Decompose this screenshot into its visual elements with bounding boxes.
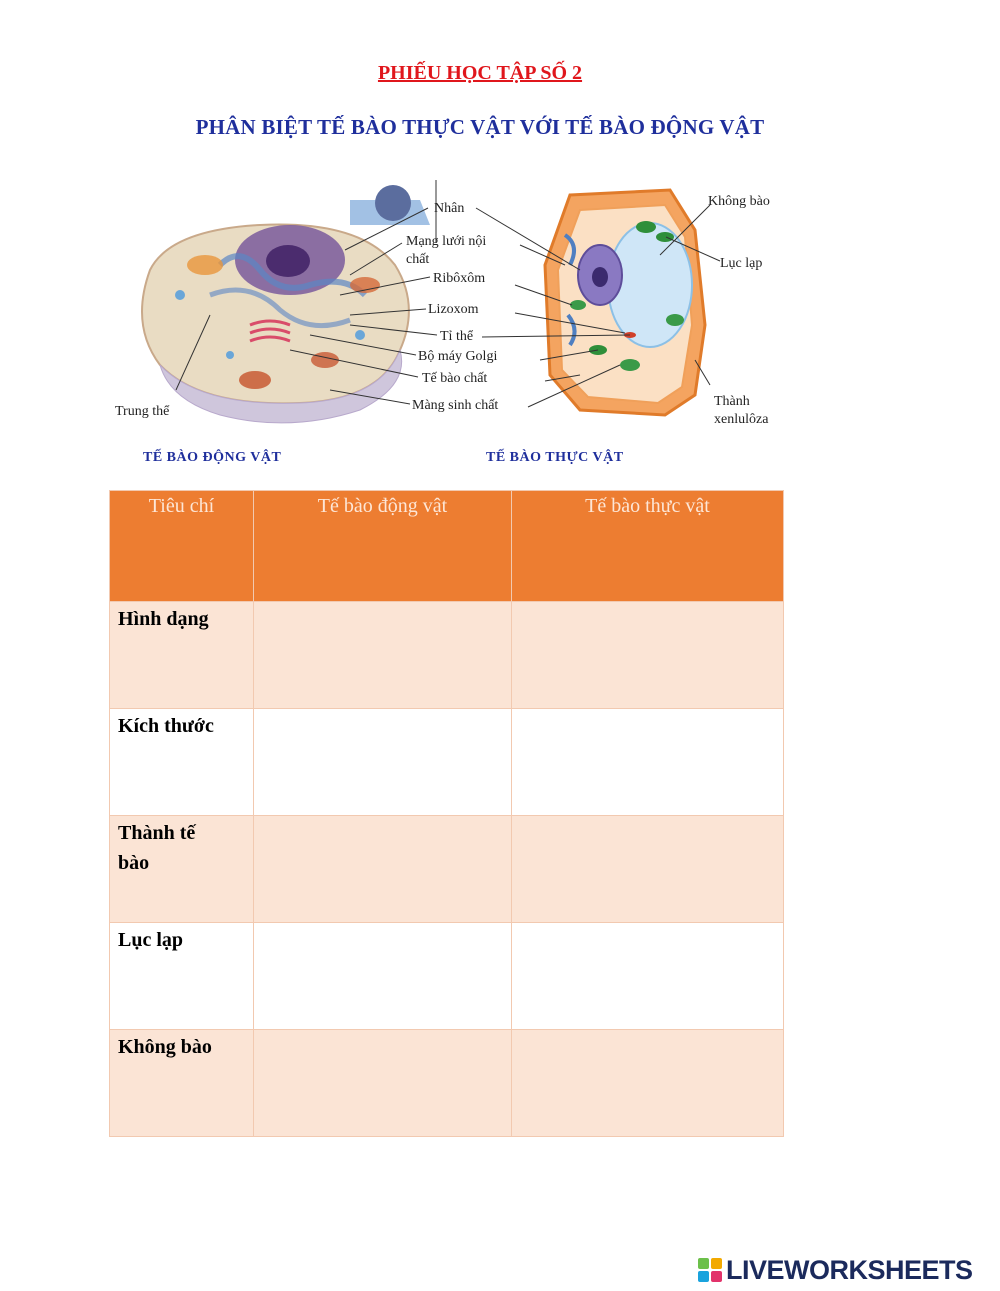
table-row: [110, 602, 784, 709]
plant-answer-cell[interactable]: [512, 1030, 784, 1137]
label-lizoxom: Lizoxom: [428, 302, 479, 317]
label-luc-lap: Lục lạp: [720, 256, 763, 271]
cell-diagram-svg: [110, 175, 800, 465]
animal-answer-cell[interactable]: [254, 923, 512, 1030]
comparison-table: [109, 490, 784, 1137]
criterion-label: Kích thước: [118, 715, 214, 737]
animal-answer-cell[interactable]: [254, 602, 512, 709]
table-row: [110, 709, 784, 816]
cell-diagram: [110, 175, 800, 465]
label-trung-the: Trung thể: [115, 404, 170, 419]
label-golgi: Bộ máy Golgi: [418, 349, 498, 364]
label-riboxom: Ribôxôm: [433, 271, 486, 286]
table-row: [110, 1030, 784, 1137]
animal-cell-illustration: [142, 180, 436, 423]
logo-text: LIVEWORKSHEETS: [726, 1254, 973, 1285]
logo-square-icon: [711, 1271, 722, 1282]
plant-cell-illustration: [545, 190, 705, 415]
criterion-label: Lục lạp: [118, 929, 184, 951]
worksheet-subtitle: PHÂN BIỆT TẾ BÀO THỰC VẬT VỚI TẾ BÀO ĐỘNG VẬT: [195, 115, 765, 139]
worksheet-title: PHIẾU HỌC TẬP SỐ 2: [377, 62, 583, 84]
label-ti-the: Tỉ thể: [440, 329, 474, 344]
header-plant-cell: Tế bào thực vật: [512, 491, 784, 602]
criterion-label: Thành tế: [118, 822, 196, 844]
criterion-cell: [110, 602, 254, 709]
criterion-cell: [110, 709, 254, 816]
liveworksheets-logo[interactable]: [698, 1255, 973, 1285]
plant-answer-cell[interactable]: [512, 923, 784, 1030]
animal-answer-cell[interactable]: [254, 816, 512, 923]
criterion-cell: [110, 1030, 254, 1137]
header-animal-cell: Tế bào động vật: [254, 491, 512, 602]
criterion-cell: [110, 816, 254, 923]
label-te-bao-chat: Tế bào chất: [422, 371, 488, 386]
table-row: [110, 816, 784, 923]
animal-answer-cell[interactable]: [254, 709, 512, 816]
logo-square-icon: [698, 1271, 709, 1282]
criterion-label: Không bào: [118, 1036, 212, 1058]
label-thanh-line1: Thành: [714, 394, 750, 409]
caption-plant-cell: TẾ BÀO THỰC VẬT: [486, 450, 624, 465]
plant-answer-cell[interactable]: [512, 816, 784, 923]
animal-answer-cell[interactable]: [254, 1030, 512, 1137]
logo-icon: [698, 1258, 722, 1282]
criterion-label: Hình dạng: [118, 608, 209, 630]
label-mang-luoi-line2: chất: [406, 252, 430, 267]
label-nhan: Nhân: [434, 201, 465, 216]
logo-square-icon: [711, 1258, 722, 1269]
table-row: [110, 923, 784, 1030]
logo-square-icon: [698, 1258, 709, 1269]
plant-answer-cell[interactable]: [512, 709, 784, 816]
caption-animal-cell: TẾ BÀO ĐỘNG VẬT: [143, 450, 282, 465]
table-header-row: [110, 491, 784, 602]
label-mang-luoi-line1: Mạng lưới nội: [406, 234, 487, 249]
plant-answer-cell[interactable]: [512, 602, 784, 709]
label-thanh-line2: xenlulôza: [714, 412, 769, 427]
header-criterion: Tiêu chí: [110, 491, 254, 602]
criterion-label-line2: bào: [118, 852, 150, 874]
label-mang-sinh-chat: Màng sinh chất: [412, 398, 499, 413]
label-khong-bao: Không bào: [708, 194, 770, 209]
criterion-cell: [110, 923, 254, 1030]
